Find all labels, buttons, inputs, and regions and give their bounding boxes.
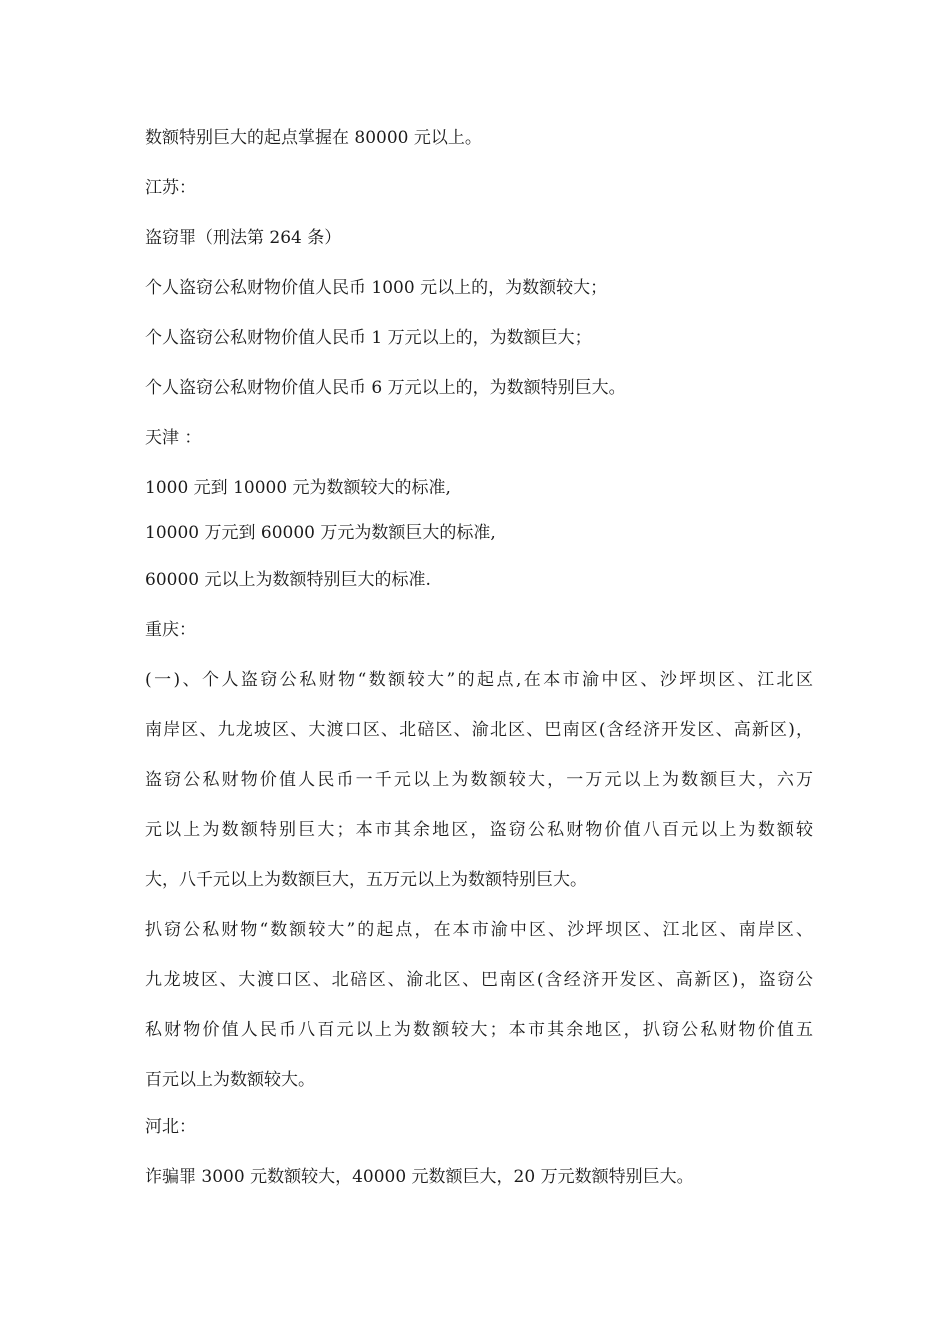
text-line: 盗窃公私财物价值人民币一千元以上为数额较大，一万元以上为数额巨大，六万 xyxy=(145,770,813,790)
text-line: 数额特别巨大的起点掌握在 80000 元以上。 xyxy=(145,128,482,148)
text-line: 百元以上为数额较大。 xyxy=(145,1070,315,1090)
region-heading-jiangsu: 江苏： xyxy=(145,178,196,198)
text-line: 10000 万元到 60000 万元为数额巨大的标准, xyxy=(145,523,496,543)
text-line: 60000 元以上为数额特别巨大的标准. xyxy=(145,570,431,590)
text-line: 南岸区、九龙坡区、大渡口区、北碚区、渝北区、巴南区(含经济开发区、高新区)， xyxy=(145,720,813,740)
text-line: 私财物价值人民币八百元以上为数额较大；本市其余地区，扒窃公私财物价值五 xyxy=(145,1020,813,1040)
text-line: (一)、个人盗窃公私财物“数额较大”的起点,在本市渝中区、沙坪坝区、江北区 xyxy=(145,670,813,690)
text-line: 个人盗窃公私财物价值人民币 1 万元以上的，为数额巨大； xyxy=(145,328,592,348)
text-line: 个人盗窃公私财物价值人民币 6 万元以上的，为数额特别巨大。 xyxy=(145,378,626,398)
text-line: 盗窃罪（刑法第 264 条） xyxy=(145,228,342,248)
text-line: 诈骗罪 3000 元数额较大，40000 元数额巨大，20 万元数额特别巨大。 xyxy=(145,1167,694,1187)
text-line: 个人盗窃公私财物价值人民币 1000 元以上的，为数额较大； xyxy=(145,278,608,298)
region-heading-hebei: 河北： xyxy=(145,1117,196,1137)
text-line: 元以上为数额特别巨大；本市其余地区，盗窃公私财物价值八百元以上为数额较 xyxy=(145,820,813,840)
text-line: 扒窃公私财物“数额较大”的起点，在本市渝中区、沙坪坝区、江北区、南岸区、 xyxy=(145,920,813,940)
text-line: 九龙坡区、大渡口区、北碚区、渝北区、巴南区(含经济开发区、高新区)，盗窃公 xyxy=(145,970,813,990)
region-heading-tianjin: 天津 ： xyxy=(145,428,202,448)
region-heading-chongqing: 重庆： xyxy=(145,620,196,640)
text-line: 大，八千元以上为数额巨大，五万元以上为数额特别巨大。 xyxy=(145,870,587,890)
text-line: 1000 元到 10000 元为数额较大的标准, xyxy=(145,478,451,498)
